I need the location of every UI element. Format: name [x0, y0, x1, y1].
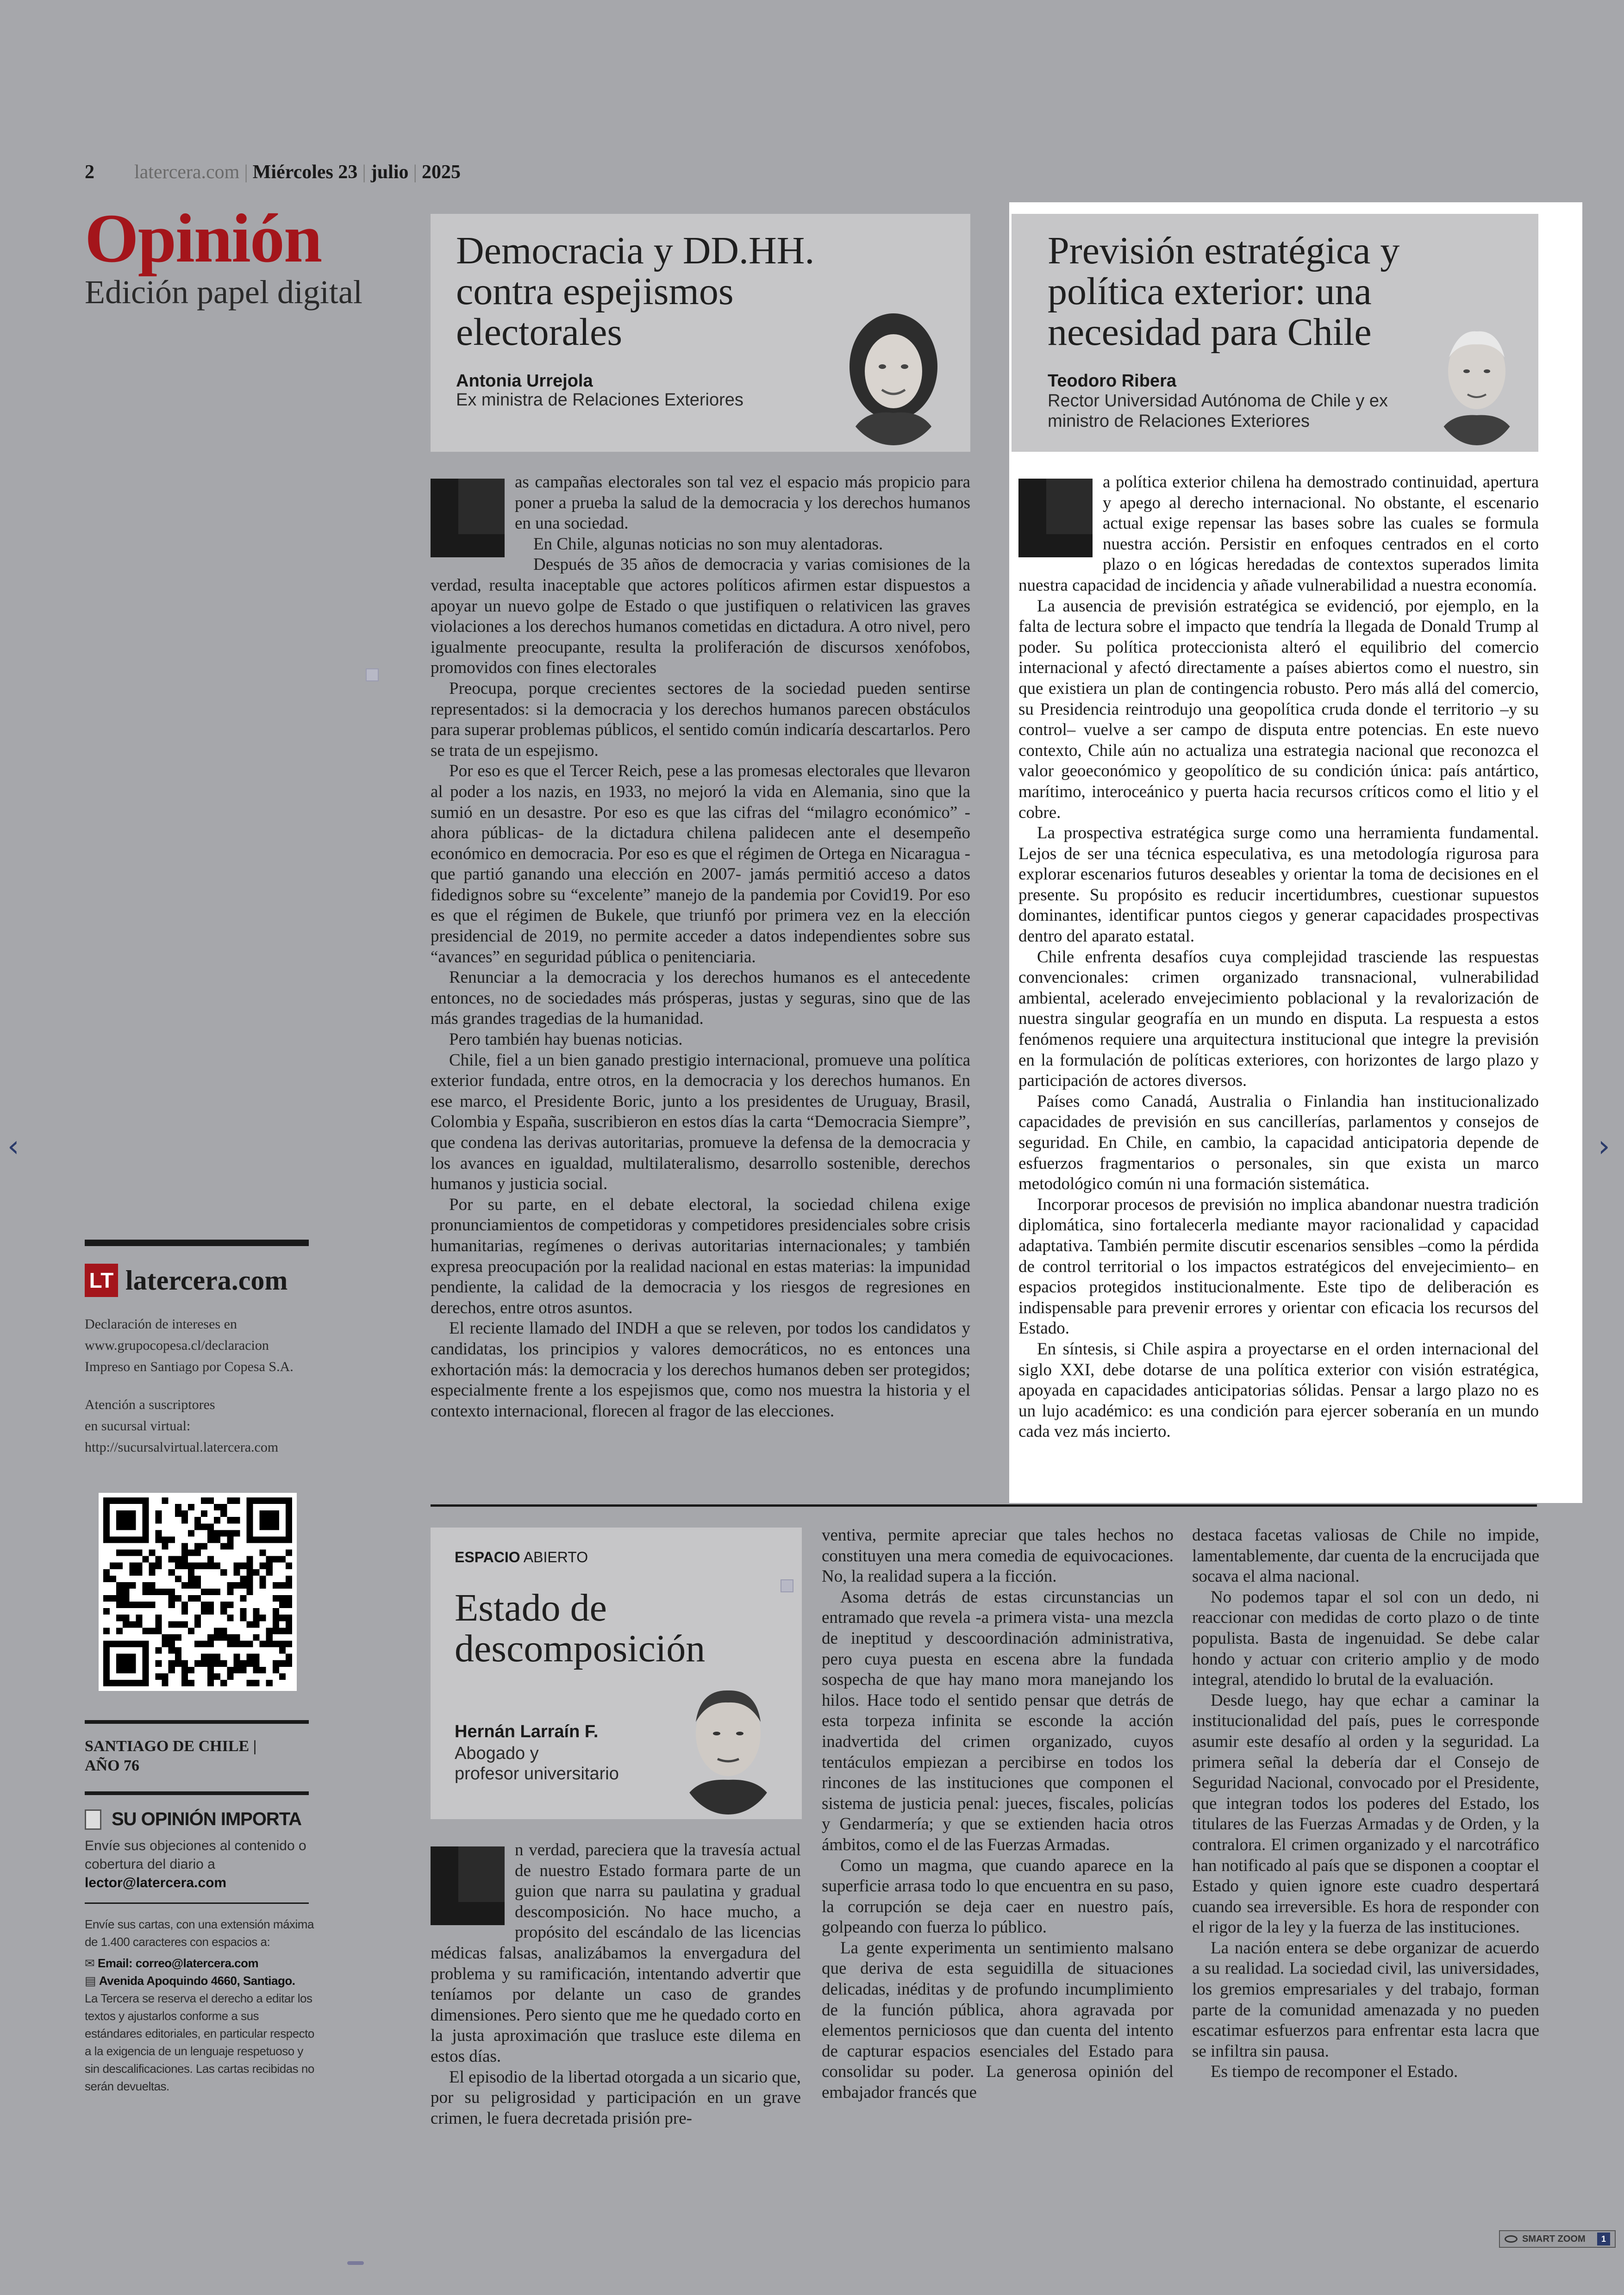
- article3-role-line: Abogado y: [455, 1744, 539, 1763]
- paragraph: Por su parte, en el debate electoral, la sociedad chilena exige pronunciamientos de competidoras y competidores presidenciales sobre crisis humanitarias, regímenes o derivas autoritarias internacionales; y también expresa preocupación por la realidad nacional en estas materias: la impunidad pendiente, la calidad de la democracia y los riesgos de regresiones en derechos, entre otros asuntos.: [431, 1195, 970, 1317]
- page-number: 2: [85, 162, 94, 183]
- dropcap-l: [431, 479, 505, 557]
- declaracion-line: Declaración de intereses en: [85, 1316, 237, 1332]
- lt-logo-name: latercera.com: [125, 1265, 288, 1296]
- article2-author: Teodoro Ribera: [1048, 371, 1176, 391]
- article3-kicker: [455, 1549, 588, 1566]
- article1-title-line: electorales: [456, 311, 623, 354]
- paragraph: La ausencia de previsión estratégica se evidenció, por ejemplo, en la falta de lectura sobre el impacto que tendría la llegada de Donald Trump al poder. Su política proteccionista alteró el equilibrio del comercio internacional y afectó directamente a países abiertos como el nuestro, sin que existiera un plan de contingencia robusto. Pero más allá del comercio, su Presidencia reintrodujo una geopolítica cruda donde el territorio –y su control– vuelve a ser campo de disputa entre potencias. En este nuevo contexto, Chile aún no actualiza una estrategia nacional que reconozca el valor geoeconómico y geopolítico de su condición única: país antártico, marítimo, interoceánico y puerta hacia recursos críticos como el litio y el cobre.: [1018, 596, 1539, 822]
- paragraph: destaca facetas valiosas de Chile no impide, lamentablemente, dar cuenta de la encrucijada que socava el alma nacional.: [1192, 1526, 1539, 1586]
- paragraph: La gente experimenta un sentimiento malsano que deriva de esta seguidilla de situaciones delicadas, inéditas y de profundo incumplimiento de la función pública, ahora agravada por elementos perniciosos que dan cuenta del intento de capturar espacios esenciales del Estado para consolidar su poder. La generosa opinión del embajador francés que: [822, 1938, 1174, 2102]
- edition-city: SANTIAGO DE CHILE |: [85, 1738, 257, 1755]
- article1-title-line: contra espejismos: [456, 270, 734, 313]
- article3-author-photo: [675, 1676, 781, 1815]
- paragraph: a política exterior chilena ha demostrado continuidad, apertura y apego al derecho internacional. No obstante, el escenario actual exige repensar las bases sobre las cuales se formula nuestra acción. Persistir en enfoques centrados en el corto plazo o en lógicas heredadas de contextos superados limita nuestra capacidad de incidencia y añade vulnerabilidad a nuestra economía.: [1018, 473, 1539, 595]
- paragraph: Como un magma, que cuando aparece en la superficie arrasa todo lo que encuentra en su paso, la corrupción se deja caer en nuestro país, golpeando con fuerza lo público.: [822, 1856, 1174, 1937]
- paragraph: ventiva, permite apreciar que tales hechos no constituyen una mera comedia de equivocaciones. No, la realidad supera a la ficción.: [822, 1526, 1174, 1586]
- paragraph: No podemos tapar el sol con un dedo, ni reaccionar con medidas de corto plazo o de tinte populista. Basta de ingenuidad. Se debe calar hondo y actuar con criterio amplio y de modo integral, atendido lo brutal de la evaluación.: [1192, 1587, 1539, 1690]
- paragraph: La prospectiva estratégica surge como una herramienta fundamental. Lejos de ser una técnica especulativa, es una metodología rigurosa para explorar escenarios futuros deseables y orientar la toma de decisiones en el presente. Su propósito es reducir incertidumbres, cuestionar supuestos dominantes, identificar puntos ciegos y generar capacidades prospectivas dentro del aparato estatal.: [1018, 823, 1539, 946]
- document-icon: [85, 1809, 101, 1830]
- section-divider: [431, 1504, 1537, 1507]
- edition-year: AÑO 76: [85, 1757, 140, 1774]
- article3-title: [455, 1588, 705, 1669]
- header-date-year: 2025: [421, 162, 461, 183]
- cartas-info: [85, 1915, 316, 2095]
- paragraph: n verdad, pareciera que la travesía actual de nuestro Estado formara parte de un guion que narra su paulatina y gradual descomposición. No hace mucho, a propósito del escándalo de las licencias médicas falsas, analizábamos la envergadura del problema y su ramificación, intentando advertir que teníamos por delante un caso de grandes dimensiones. Pero siento que me he quedado corto en la justa aproximación que trasluce este dilema en estos días.: [431, 1840, 801, 2066]
- header-date-month: julio: [370, 162, 409, 183]
- paragraph: Chile, fiel a un bien ganado prestigio internacional, promueve una política exterior fundada, entre otros, en la democracia y los derechos humanos. En ese marco, el Presidente Boric, junto a los presidentes de Uruguay, Brasil, Colombia y España, suscribieron en estos días la carta “Democracia Siempre”, que condena las derivas autoritarias, promueve la defensa de la democracia y los avances en igualdad, multilateralismo, desarrollo sostenible, derechos humanos y justicia social.: [431, 1050, 970, 1194]
- smart-zoom-label: SMART ZOOM: [1522, 2233, 1586, 2244]
- paragraph: En Chile, algunas noticias no son muy alentadoras.: [533, 534, 883, 554]
- atencion-text: [85, 1394, 316, 1458]
- paragraph: Preocupa, porque crecientes sectores de la sociedad pueden sentirse representados: si la democracia y los derechos humanos parecen obstáculos para superar problemas públicos, el sentido común indicaría descartarlos. Pero se trata de un espejismo.: [431, 679, 970, 760]
- page-header: latercera.com | Miércoles 23 | julio | 2025: [134, 162, 461, 183]
- article2-role: [1048, 391, 1388, 431]
- paragraph: Chile enfrenta desafíos cuya complejidad trasciende las respuestas convencionales: crimen organizado transnacional, vulnerabilidad ambiental, acelerado envejecimiento poblacional y la revalorización de nuestra singular geografía en un mundo en disputa. La respuesta a estos fenómenos requiere una arquitectura institucional que integre la previsión en la formulación de políticas exteriores, con horizontes de largo plazo y participación de actores diversos.: [1018, 947, 1539, 1091]
- article2-title-line: política exterior: una: [1048, 270, 1372, 313]
- cartas-email-link[interactable]: Email: correo@latercera.com: [98, 1956, 259, 1970]
- kicker-bold: ESPACIO: [455, 1549, 520, 1565]
- article1-header: [431, 214, 970, 452]
- email-icon: ✉: [85, 1956, 98, 1970]
- article2-header: [1012, 214, 1538, 452]
- paragraph: La nación entera se debe organizar de acuerdo a su realidad. La sociedad civil, las universidades, los gremios empresariales y del trabajo, forman parte de la comunidad amenazada y no pueden escatimar esfuerzos para enfrentar esta lacra que se infiltra sin pausa.: [1192, 1938, 1539, 2061]
- article3-title-line: Estado de: [455, 1586, 607, 1629]
- zoom-level-badge: 1: [1597, 2233, 1610, 2245]
- sidebar-rule: [85, 1791, 309, 1795]
- article2-title-line: Previsión estratégica y: [1048, 229, 1400, 272]
- lt-logo-box: LT: [85, 1264, 118, 1297]
- article1-title: [456, 231, 814, 353]
- kicker-rest: ABIERTO: [523, 1549, 588, 1565]
- paragraph: Pero también hay buenas noticias.: [449, 1030, 683, 1049]
- article1-body: [431, 472, 970, 1491]
- cartas-note: La Tercera se reserva el derecho a editar los textos y ajustarlos conforme a sus estándares editoriales, en particular respecto a la exigencia de un lenguaje respetuoso y sin descalificaciones. Las cartas recibidas no serán devueltas.: [85, 1991, 314, 2093]
- article1-author-photo: [838, 306, 949, 445]
- section-subtitle: Edición papel digital: [85, 274, 362, 311]
- article3-role: [455, 1743, 619, 1784]
- sucursal-link[interactable]: http://sucursalvirtual.latercera.com: [85, 1440, 279, 1455]
- article3-title-line: descomposición: [455, 1627, 706, 1670]
- dropcap-l: [1018, 479, 1093, 557]
- declaracion-text: [85, 1314, 316, 1378]
- sidebar-rule: [85, 1720, 309, 1724]
- importa-text: [85, 1837, 316, 1892]
- note-icon[interactable]: [366, 668, 379, 681]
- paragraph: Es tiempo de recomponer el Estado.: [1211, 2062, 1458, 2082]
- article3-author: Hernán Larraín F.: [455, 1722, 599, 1741]
- article2-title-line: necesidad para Chile: [1048, 311, 1372, 354]
- paragraph: El reciente llamado del INDH a que se releven, por todos los candidatos y candidatas, los principios y valores democráticos, no es entonces una exhortación más: la democracia y los derechos humanos deben ser protegidos; especialmente frente a los espejismos que, como nos muestra la historia y el contexto internacional, florecen al fragor de las elecciones.: [431, 1319, 970, 1421]
- importa-body: Envíe sus objeciones al contenido o cobertura del diario a: [85, 1838, 306, 1872]
- article2-role-line: Rector Universidad Autónoma de Chile y ex: [1048, 391, 1388, 411]
- mail-icon: ▤: [85, 1974, 99, 1988]
- cartas-text: Envíe sus cartas, con una extensión máxima de 1.400 caracteres con espacios a:: [85, 1917, 314, 1949]
- article3-col3: [1192, 1525, 1539, 2145]
- paragraph: En síntesis, si Chile aspira a proyectarse en el orden internacional del siglo XXI, debe dotarse de una política exterior con visión estratégica, apoyada en capacidades anticipatorias sólidas. Pensar a largo plazo no es un lujo académico: es una condición para ejercer soberanía en un mundo cada vez más incierto.: [1018, 1339, 1539, 1441]
- section-title: Opinión: [85, 200, 322, 277]
- article2-body: [1018, 472, 1539, 1491]
- smart-zoom-button[interactable]: [1499, 2230, 1616, 2248]
- paragraph: Por eso es que el Tercer Reich, pese a las promesas electorales que llevaron al poder a los nazis, en 1933, no mejoró la vida en Alemania, sino que la sumió en un desastre. Por eso es que las cifras del “milagro económico” -ahora públicas- de la dictadura chilena palidecen ante el desempeño económico en democracia. Por eso es que el régimen de Ortega en Nicaragua -que partió ganando una elección en 2007- jamás permitió acceso a datos fidedignos sobre su “excelente” manejo de la pandemia por Covid19. Por eso es que el régimen de Bukele, que triunfó por primera vez en la elección presidencial de 2019, no permite acceder a datos independientes sobre sus “avances” en seguridad pública o penitenciaria.: [431, 761, 970, 967]
- paragraph: Asoma detrás de estas circunstancias un entramado que revela -a primera vista- una mezcla de ineptitud y descoordinación administrativa, pero cuya puesta en escena abre la fundada sospecha de que hay mano mora manejando los hilos. Hace todo el sentido pensar que detrás de esta torpeza infinita se esconde la acción inadvertida del crimen organizado, cuyos tentáculos empiezan a percibirse en todos los rincones de las instituciones que componen el sistema de justicia penal: jueces, fiscales, policías y Gendarmería; y que se extienden hacia otros ámbitos, como el de las Fuerzas Armadas.: [822, 1587, 1174, 1854]
- article3-header: [431, 1528, 802, 1819]
- article3-col1: [431, 1840, 801, 2145]
- declaracion-link[interactable]: www.grupocopesa.cl/declaracion: [85, 1338, 269, 1353]
- next-page-arrow-icon[interactable]: ›: [1598, 1129, 1610, 1164]
- eye-icon: [1505, 2235, 1518, 2243]
- paragraph: Renunciar a la democracia y los derechos humanos es el antecedente entonces, no de sociedades más prósperas, justas y seguras, sino que de las más grandes tragedias de la humanidad.: [431, 968, 970, 1029]
- sidebar-rule-top: [85, 1240, 309, 1246]
- article3-col2: [822, 1525, 1174, 2145]
- article3-role-line: profesor universitario: [455, 1764, 619, 1784]
- note-icon[interactable]: [781, 1579, 793, 1592]
- paragraph: Países como Canadá, Australia o Finlandia han institucionalizado capacidades de previsión en sus cancillerías, parlamentos y consejos de seguridad. En Chile, en cambio, la capacidad anticipatoria depende de esfuerzos fragmentarios o personales, sin que exista un marco metodológico común ni una formación sistemática.: [1018, 1091, 1539, 1194]
- declaracion-line: Impreso en Santiago por Copesa S.A.: [85, 1359, 294, 1374]
- article2-title: [1048, 231, 1399, 353]
- sidebar-rule-thin: [85, 1902, 309, 1904]
- header-date-weekday: Miércoles 23: [252, 162, 358, 183]
- importa-email-link[interactable]: lector@latercera.com: [85, 1875, 227, 1890]
- qr-code[interactable]: [99, 1493, 297, 1691]
- article1-role: Ex ministra de Relaciones Exteriores: [456, 390, 743, 410]
- article1-title-line: Democracia y DD.HH.: [456, 229, 815, 272]
- cartas-address: Avenida Apoquindo 4660, Santiago.: [99, 1974, 295, 1988]
- paragraph: Desde luego, hay que echar a caminar la institucionalidad del país, pues le corresponde asumir este desafío al orden y la seguridad. La primera señal la debería dar el Consejo de Seguridad Nacional, convocado por el Presidente, que integran todos los poderes del Estado, los titulares de las Fuerzas Armadas y de Orden, y la contralora. El crimen organizado y el narcotráfico han notificado al país que se disponen a cooptar el Estado y quien ignore este cuadro despertará cuando sea irreversible. Es hora de responder con el rigor de la ley y la fuerza de las instituciones.: [1192, 1690, 1539, 1937]
- article2-role-line: ministro de Relaciones Exteriores: [1048, 412, 1310, 431]
- paragraph: Después de 35 años de democracia y varias comisiones de la verdad, resulta inaceptable que actores políticos afirmen estar dispuestos a apoyar un nuevo golpe de Estado o que justifiquen o relativicen las graves violaciones a los derechos humanos cometidas en dictadura. A otro nivel, pero igualmente preocupante, resulta la proliferación de discursos xenófobos, promovidos con fines electorales: [431, 555, 970, 678]
- article2-author-photo: [1430, 320, 1523, 445]
- paragraph: as campañas electorales son tal vez el espacio más propicio para poner a prueba la salud de la democracia y los derechos humanos en una sociedad.: [515, 473, 970, 533]
- importa-title: SU OPINIÓN IMPORTA: [112, 1809, 302, 1829]
- atencion-line: Atención a suscriptores: [85, 1397, 215, 1412]
- horizontal-scrollbar-thumb[interactable]: [347, 2261, 364, 2265]
- paragraph: Incorporar procesos de previsión no implica abandonar nuestra tradición diplomática, sino fortalecerla mediante mayor racionalidad y capacidad adaptativa. También permite discutir escenarios sensibles –como la pérdida de control territorial o los impactos estratégicos del envejecimiento– en espacios protegidos institucionalmente. Este tipo de deliberación es indispensable para prevenir errores y orientar con eficacia los recursos del Estado.: [1018, 1195, 1539, 1338]
- prev-page-arrow-icon[interactable]: ‹: [7, 1129, 19, 1164]
- article1-author: Antonia Urrejola: [456, 371, 593, 391]
- header-site: latercera.com: [134, 162, 240, 183]
- latercera-logo: [85, 1264, 287, 1297]
- paragraph: El episodio de la libertad otorgada a un sicario que, por su peligrosidad y participación en un grave crimen, le fuera decretada prisión pre-: [431, 2067, 801, 2128]
- dropcap-e: [431, 1846, 505, 1925]
- su-opinion-importa: [85, 1809, 301, 1830]
- edition-location: [85, 1737, 256, 1776]
- atencion-line: en sucursal virtual:: [85, 1418, 191, 1434]
